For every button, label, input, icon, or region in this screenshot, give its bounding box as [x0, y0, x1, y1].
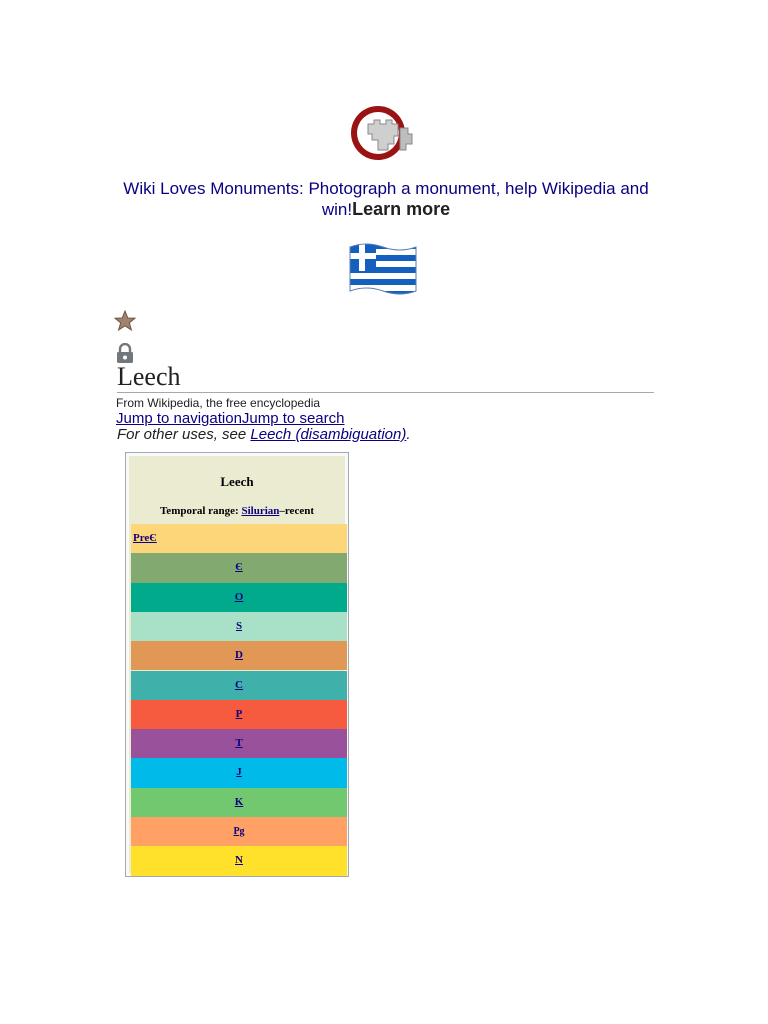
hatnote-prefix: For other uses, see — [117, 426, 251, 443]
period-link[interactable]: PreЄ — [133, 532, 157, 544]
banner-message[interactable] — [110, 178, 662, 220]
infobox-body — [129, 456, 345, 873]
period-link[interactable]: N — [235, 854, 243, 867]
infobox-title: Leech — [220, 474, 254, 489]
temporal-range-suffix: –recent — [279, 505, 314, 517]
period-11 — [131, 846, 347, 875]
period-6 — [131, 700, 347, 729]
lock-icon[interactable] — [116, 343, 134, 363]
banner-text: Wiki Loves Monuments: Photograph a monument, help Wikipedia and win! — [123, 179, 649, 219]
greece-flag — [348, 241, 418, 297]
jump-to-search-link[interactable]: Jump to search — [241, 410, 345, 427]
period-link[interactable]: Pg — [233, 826, 245, 837]
period-7 — [131, 729, 347, 758]
silurian-link[interactable]: Silurian — [241, 505, 280, 517]
period-link[interactable]: P — [235, 707, 243, 720]
period-8 — [131, 758, 347, 787]
period-link[interactable]: Є — [235, 561, 243, 574]
period-link[interactable]: S — [235, 619, 243, 632]
period-link[interactable]: O — [234, 590, 244, 603]
wiki-loves-monuments-logo[interactable] — [348, 104, 418, 162]
jump-to-navigation-link[interactable]: Jump to navigation — [116, 410, 242, 427]
learn-more-link[interactable]: Learn more — [352, 199, 451, 219]
period-0 — [131, 524, 347, 553]
hatnote-suffix: . — [406, 426, 411, 443]
infobox — [125, 452, 349, 877]
site-tagline: From Wikipedia, the free encyclopedia — [116, 396, 321, 410]
period-4 — [131, 641, 347, 670]
period-link[interactable]: T — [235, 737, 243, 750]
jump-links — [116, 410, 344, 427]
hatnote — [117, 426, 411, 443]
period-link[interactable]: J — [236, 766, 242, 779]
temporal-range-label: Temporal range: — [159, 505, 242, 517]
period-link[interactable]: D — [235, 649, 243, 662]
disambiguation-link[interactable]: Leech (disambiguation) — [250, 426, 407, 443]
period-2 — [131, 583, 347, 612]
period-3 — [131, 612, 347, 641]
period-9 — [131, 788, 347, 817]
period-link[interactable]: K — [234, 795, 244, 808]
period-5 — [131, 671, 347, 700]
page-title: Leech — [117, 362, 654, 393]
period-10 — [131, 817, 347, 846]
temporal-range — [129, 505, 345, 517]
period-link[interactable]: C — [235, 678, 243, 691]
period-1 — [131, 553, 347, 582]
featured-star-icon[interactable] — [114, 310, 136, 332]
